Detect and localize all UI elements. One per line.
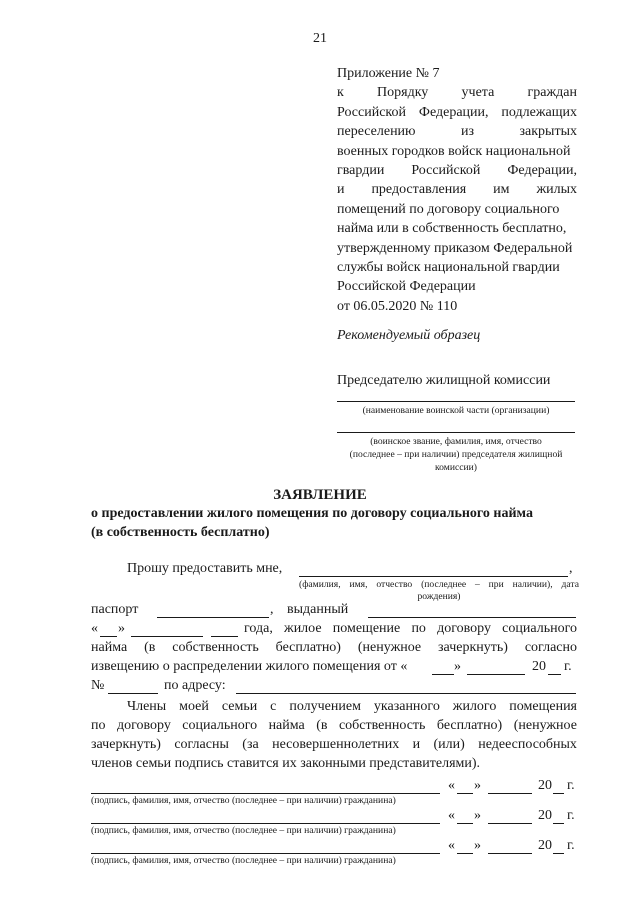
appendix-word: Приложение № 7 [337, 66, 440, 81]
notice-g: г. [564, 659, 572, 674]
appendix-word: предоставления [371, 182, 467, 198]
family-word: (за [242, 737, 259, 752]
line4-word: согласно [524, 640, 577, 655]
appendix-line [337, 258, 577, 277]
page-number: 21 [313, 31, 327, 46]
family-word: по [91, 718, 106, 733]
appendix-line [337, 200, 577, 219]
day-line[interactable] [100, 636, 117, 637]
line3-word: года, [244, 621, 273, 636]
sig-month-line[interactable] [488, 793, 532, 794]
appendix-line [337, 83, 577, 102]
family-word: жилого [452, 699, 497, 714]
family-line-2 [91, 718, 577, 734]
appendix-word: Российской [337, 104, 406, 120]
sig-date-close: » [474, 838, 481, 853]
appendix-word: из [461, 124, 475, 140]
request-comma: , [569, 561, 573, 576]
family-word: (или) [433, 737, 465, 752]
statement-subtitle-1: о предоставлении жилого помещения по договору социального найма [91, 506, 533, 521]
name-caption-word: имя, [349, 579, 368, 590]
unit-line [337, 401, 575, 402]
sig-g: г. [567, 838, 575, 853]
notice-day-line[interactable] [432, 674, 454, 675]
appendix-word: Российской [411, 162, 481, 178]
line4-word: собственность [172, 640, 259, 655]
appendix-word: гвардии [337, 162, 385, 178]
statement-subtitle-2: (в собственность бесплатно) [91, 525, 270, 540]
appendix-word: Порядку [377, 85, 429, 101]
sig-year-line[interactable] [553, 793, 564, 794]
sig-date-open: « [448, 778, 455, 793]
appendix-line [337, 180, 577, 199]
appendix-line [337, 277, 577, 296]
issued-label: выданный [287, 602, 349, 617]
address-line[interactable] [236, 693, 576, 694]
appendix-word: утвержденному приказом Федеральной [337, 240, 573, 256]
chair-caption-3: комиссии) [435, 462, 477, 473]
name-caption-word: (фамилия, [299, 579, 341, 590]
number-line[interactable] [108, 693, 158, 694]
family-line-3 [91, 737, 577, 753]
chair-line [337, 432, 575, 433]
passport-label: паспорт [91, 602, 139, 617]
appendix-line [337, 161, 577, 180]
family-word: недееспособных [478, 737, 577, 752]
signature-caption: (подпись, фамилия, имя, отчество (последнее – при наличии) гражданина) [91, 795, 396, 806]
appendix-word: Российской Федерации [337, 279, 476, 295]
sig-year: 20 [538, 808, 552, 823]
name-caption-word: (последнее [421, 579, 467, 590]
notice-year-line[interactable] [548, 674, 561, 675]
year-line[interactable] [211, 636, 238, 637]
sig-day-line[interactable] [457, 793, 473, 794]
appendix-word: от 06.05.2020 № 110 [337, 298, 458, 314]
appendix-word: граждан [527, 85, 577, 101]
family-word: несовершеннолетних [272, 737, 400, 752]
appendix-line [337, 64, 577, 83]
family-word: договору [116, 718, 171, 733]
appendix-word: Федерации, [418, 104, 489, 120]
appendix-word: им [493, 182, 510, 198]
line4-word: (ненужное [357, 640, 422, 655]
appendix-line [337, 239, 577, 258]
appendix-word: закрытых [519, 124, 577, 140]
appendix-word: к [337, 85, 344, 101]
appendix-line [337, 142, 577, 161]
name-caption-word: наличии), [512, 579, 553, 590]
appendix-word: военных городков войск национальной [337, 143, 571, 159]
family-word: указанного [373, 699, 440, 714]
signature-line[interactable] [91, 853, 440, 854]
name-caption-word: отчество [376, 579, 413, 590]
name-caption-word: при [488, 579, 504, 590]
sig-month-line[interactable] [488, 853, 532, 854]
sig-year: 20 [538, 838, 552, 853]
appendix-line [337, 297, 577, 316]
appendix-word: переселению [337, 124, 416, 140]
appendix-line [337, 122, 577, 141]
date-open: « [91, 621, 98, 636]
appendix-line [337, 219, 577, 238]
sig-date-close: » [474, 808, 481, 823]
chair-caption-2: (последнее – при наличии) председателя жилищной [349, 449, 563, 460]
family-word: согласны [174, 737, 229, 752]
date-close: » [118, 621, 125, 636]
appendix-word: помещений по договору социального [337, 201, 560, 217]
address-label: по адресу: [164, 678, 226, 693]
appendix-word: подлежащих [501, 104, 577, 120]
family-word: (в [316, 718, 328, 733]
notice-text: извещению о распределении жилого помещения от « [91, 659, 408, 674]
unit-caption: (наименование воинской части (организации) [362, 405, 550, 416]
sig-date-open: « [448, 838, 455, 853]
request-label: Прошу предоставить мне, [127, 561, 283, 576]
line3-word: социального [502, 621, 577, 636]
issued-line[interactable] [368, 617, 576, 618]
sig-date-close: » [474, 778, 481, 793]
line4-text [91, 640, 577, 656]
line4-word: (в [144, 640, 156, 655]
line4-word: зачеркнуть) [438, 640, 508, 655]
family-word: семьи [221, 699, 258, 714]
appendix-block [337, 64, 577, 316]
line3-text [244, 621, 577, 637]
signature-line[interactable] [91, 793, 440, 794]
signature-caption: (подпись, фамилия, имя, отчество (последнее – при наличии) гражданина) [91, 855, 396, 866]
sig-g: г. [567, 778, 575, 793]
family-line-4: членов семьи подпись ставится их законными представителями). [91, 756, 481, 771]
line3-word: жилое [284, 621, 322, 636]
sig-year: 20 [538, 778, 552, 793]
appendix-word: жилых [536, 182, 577, 198]
chair-caption-1: (воинское звание, фамилия, имя, отчество [370, 436, 542, 447]
family-word: и [412, 737, 421, 752]
appendix-word: найма или в собственность бесплатно, [337, 221, 567, 237]
name-caption-2: рождения) [417, 591, 461, 602]
month-line[interactable] [131, 636, 203, 637]
family-word: помещения [509, 699, 577, 714]
appendix-word: и [337, 182, 345, 198]
passport-comma: , [270, 602, 274, 617]
line3-word: помещение [332, 621, 401, 636]
line4-word: бесплатно) [275, 640, 341, 655]
sample-label: Рекомендуемый образец [337, 328, 481, 343]
sig-day-line[interactable] [457, 853, 473, 854]
appendix-word: службы войск национальной гвардии [337, 259, 560, 275]
sig-g: г. [567, 808, 575, 823]
signature-line[interactable] [91, 823, 440, 824]
name-caption-word: – [475, 579, 480, 590]
notice-close: » [454, 659, 461, 674]
addressee-title: Председателю жилищной комиссии [337, 373, 551, 388]
number-sign: № [91, 678, 105, 693]
signature-caption: (подпись, фамилия, имя, отчество (последнее – при наличии) гражданина) [91, 825, 396, 836]
family-word: (ненужное [513, 718, 577, 733]
appendix-word: учета [461, 85, 495, 101]
sig-year-line[interactable] [553, 823, 564, 824]
family-word: моей [179, 699, 209, 714]
statement-title: ЗАЯВЛЕНИЕ [273, 487, 367, 503]
family-word: с [270, 699, 277, 714]
line4-word: найма [91, 640, 128, 655]
name-line[interactable] [299, 576, 568, 577]
family-word: найма [268, 718, 305, 733]
family-word: получением [289, 699, 361, 714]
appendix-line [337, 103, 577, 122]
line3-word: по [411, 621, 426, 636]
notice-year: 20 [532, 659, 546, 674]
sig-day-line[interactable] [457, 823, 473, 824]
appendix-word: Федерации, [507, 162, 577, 178]
family-word: социального [182, 718, 258, 733]
family-word: зачеркнуть) [91, 737, 161, 752]
family-word: собственность [338, 718, 426, 733]
family-word: бесплатно) [436, 718, 503, 733]
line3-word: договору [437, 621, 491, 636]
passport-line[interactable] [157, 617, 269, 618]
sig-year-line[interactable] [553, 853, 564, 854]
sig-month-line[interactable] [488, 823, 532, 824]
sig-date-open: « [448, 808, 455, 823]
family-word: Члены [127, 699, 167, 714]
notice-month-line[interactable] [467, 674, 525, 675]
name-caption-word: дата [561, 579, 579, 590]
family-line-1 [127, 699, 577, 715]
